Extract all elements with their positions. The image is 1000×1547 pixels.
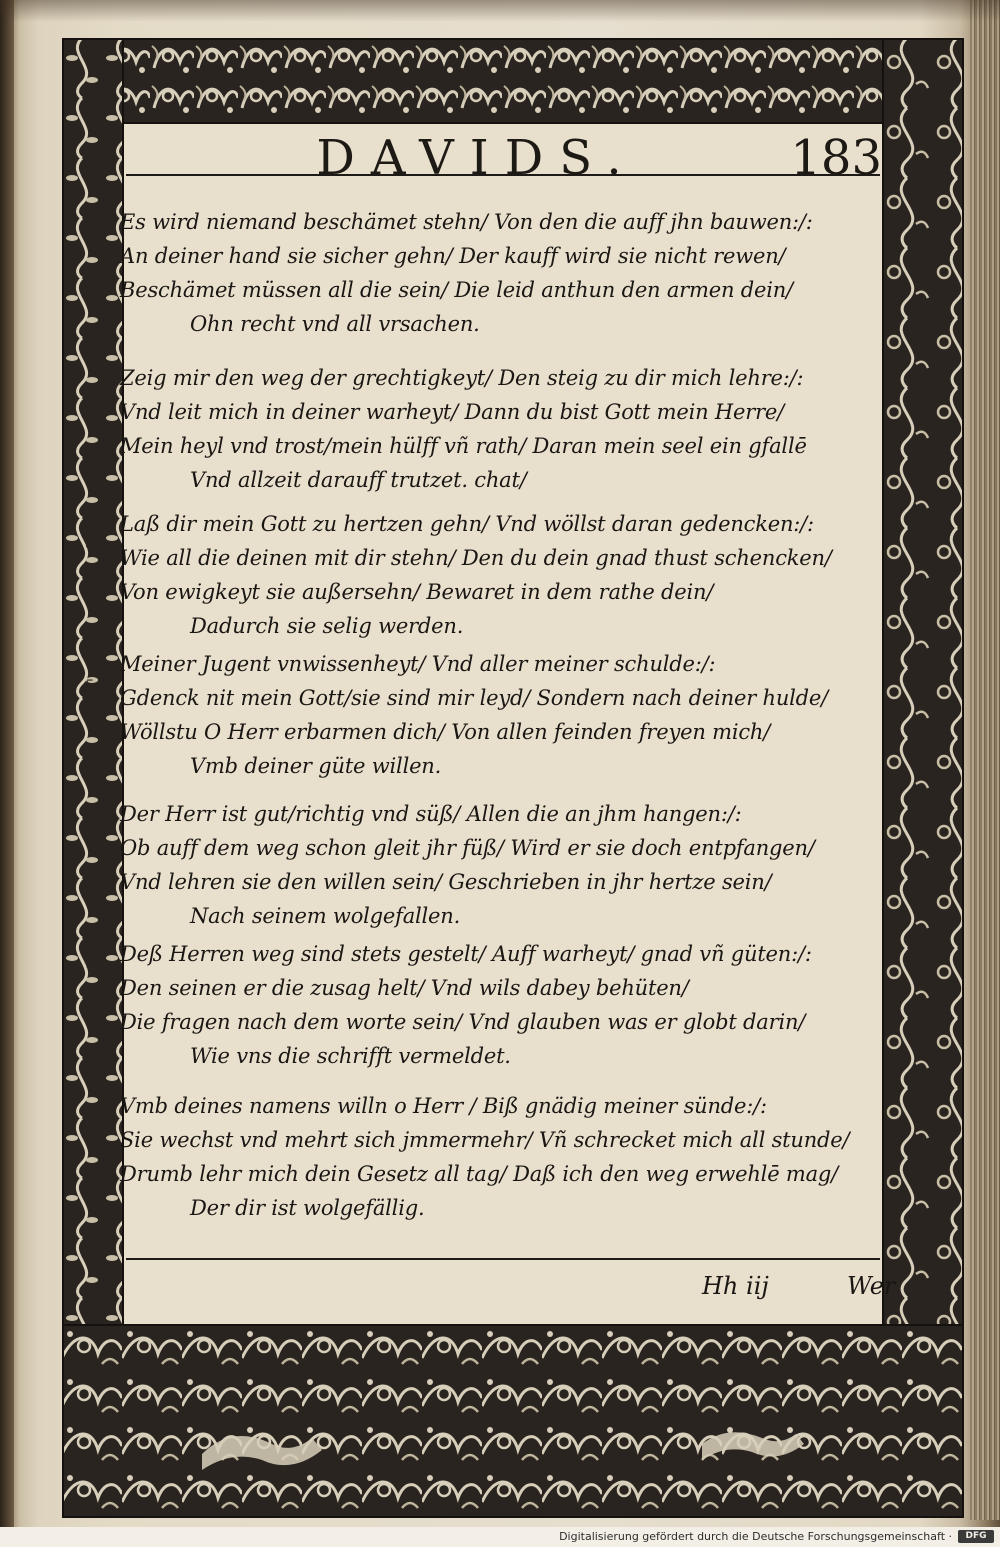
verse-line: Nach seinem wolgefallen.: [190, 904, 461, 928]
verse-line: Die fragen nach dem worte sein/ Vnd glauben was er globt darin/: [120, 1010, 806, 1034]
page-edge-stack: [970, 0, 1000, 1520]
verse-line: Sie wechst vnd mehrt sich jmmermehr/ Vñ schrecket mich all stunde/: [120, 1128, 850, 1152]
verse-line: Den seinen er die zusag helt/ Vnd wils dabey behüten/: [120, 976, 689, 1000]
woodcut-border-bottom: [62, 1324, 964, 1518]
verse-number: 5: [85, 678, 95, 694]
verse-line: An deiner hand sie sicher gehn/ Der kauff wird sie nicht rewen/: [120, 244, 786, 268]
verse-line: Dadurch sie selig werden.: [190, 614, 464, 638]
verse-line: Der dir ist wolgefällig.: [190, 1196, 425, 1220]
verse-line: Vnd leit mich in deiner warheyt/ Dann du bist Gott mein Herre/: [120, 400, 785, 424]
verse-line: Von ewigkeyt sie außersehn/ Bewaret in dem rathe dein/: [120, 580, 714, 604]
verse-line: Wie all die deinen mit dir stehn/ Den du dein gnad thust schencken/: [120, 546, 832, 570]
verse-line: Der Herr ist gut/richtig vnd süß/ Allen die an jhm hangen:/:: [120, 802, 742, 826]
verse-line: Vnd lehren sie den willen sein/ Geschrieben in jhr hertze sein/: [120, 870, 772, 894]
funding-credit: Digitalisierung gefördert durch die Deutsche Forschungsgemeinschaft ·: [559, 1530, 952, 1543]
page-shadow: [0, 0, 1000, 22]
hunting-scene-ornament-bottom: [62, 1324, 964, 1518]
page-number: 183: [790, 130, 882, 186]
verse-line: Zeig mir den weg der grechtigkeyt/ Den steig zu dir mich lehre:/:: [120, 366, 804, 390]
verse-number: 7: [85, 964, 95, 980]
woodcut-border-top: [62, 38, 964, 124]
verse-number: 4: [85, 538, 95, 554]
verse-line: Deß Herren weg sind stets gestelt/ Auff warheyt/ gnad vñ güten:/:: [120, 942, 812, 966]
verse-number: 2: [85, 224, 95, 240]
verse-number: 8: [85, 1116, 95, 1132]
vine-ornament-left: [62, 38, 124, 1518]
verse-line: Drumb lehr mich dein Gesetz all tag/ Daß ich den weg erwehlē mag/: [120, 1162, 839, 1186]
verse-line: Mein heyl vnd trost/mein hülff vñ rath/ Daran mein seel ein gfallē: [120, 434, 807, 458]
verse-line: Vmb deines namens willn o Herr / Biß gnädig meiner sünde:/:: [120, 1094, 767, 1118]
verse-number: 3: [85, 382, 95, 398]
running-head: DAVIDS.: [316, 130, 638, 186]
verse-line: Meiner Jugent vnwissenheyt/ Vnd aller meiner schulde:/:: [120, 652, 716, 676]
verse-line: Vnd allzeit darauff trutzet. chat/: [190, 468, 527, 492]
verse-line: Es wird niemand beschämet stehn/ Von den die auff jhn bauwen:/:: [120, 210, 813, 234]
verse-line: Wöllstu O Herr erbarmen dich/ Von allen feinden freyen mich/: [120, 720, 771, 744]
verse-line: Vmb deiner güte willen.: [190, 754, 442, 778]
woodcut-border-left: [62, 38, 124, 1518]
book-spine: [0, 0, 14, 1547]
verse-line: Laß dir mein Gott zu hertzen gehn/ Vnd wöllst daran gedencken:/:: [120, 512, 814, 536]
verse-line: Wie vns die schrifft vermeldet.: [190, 1044, 511, 1068]
footer-rule: [126, 1258, 880, 1260]
verse-line: Gdenck nit mein Gott/sie sind mir leyd/ Sondern nach deiner hulde/: [120, 686, 829, 710]
catchword: Wer: [847, 1272, 896, 1300]
woodcut-frame: [62, 38, 964, 1518]
verse-line: Beschämet müssen all die sein/ Die leid anthun den armen dein/: [120, 278, 793, 302]
verse-line: Ohn recht vnd all vrsachen.: [190, 312, 480, 336]
signature-mark: Hh iij: [702, 1272, 769, 1300]
verse-line: Ob auff dem weg schon gleit jhr füß/ Wird er sie doch entpfangen/: [120, 836, 815, 860]
foliage-ornament-top: [62, 38, 964, 124]
verse-number: 6: [85, 826, 95, 842]
dfg-logo: DFG: [958, 1530, 994, 1543]
